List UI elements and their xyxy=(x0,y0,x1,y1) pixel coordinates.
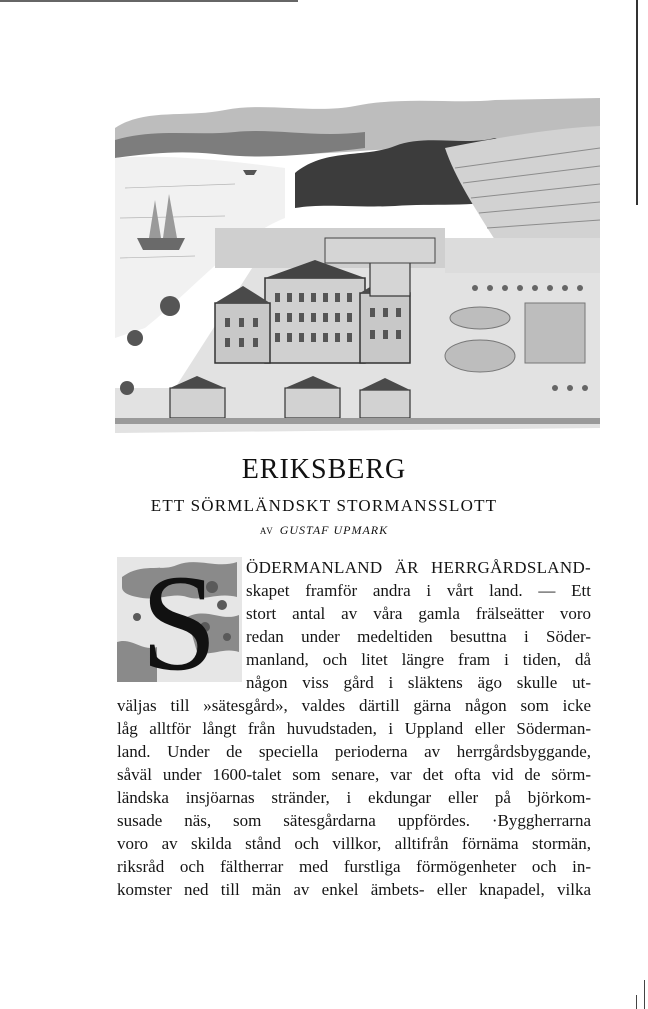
eriksberg-engraving xyxy=(115,88,600,433)
text-line: land. Under de speciella perioderna av herrgårdsbyggande, xyxy=(117,742,591,761)
article-subtitle: ETT SÖRMLÄNDSKT STORMANSSLOTT xyxy=(150,496,498,515)
byline-prefix: AV xyxy=(259,526,274,536)
top-rule xyxy=(0,0,298,2)
text-line: susade näs, som sätesgårdarna uppfördes. ·Byggherrarna xyxy=(117,811,591,830)
article-title: ERIKSBERG xyxy=(241,454,407,485)
text-line: ÖDERMANLAND ÄR HERRGÅRDSLAND- xyxy=(246,558,591,577)
text-line: riksråd och fältherrar med furstliga förmögenheter och in- xyxy=(117,857,591,876)
text-line: väljas till »sätesgård», valdes därtill gärna någon som icke xyxy=(117,696,591,715)
text-line: låg alltför långt från huvudstaden, i Uppland eller Söderman- xyxy=(117,719,591,738)
author-name: GUSTAF UPMARK xyxy=(279,523,389,537)
edge-mark xyxy=(636,995,637,1009)
byline xyxy=(0,523,648,538)
edge-mark xyxy=(644,980,645,1009)
text-line: komster ned till män av enkel ämbets- eller knapadel, vilka xyxy=(117,880,591,899)
text-line: voro av skilda stånd och villkor, alltifrån förnäma stormän, xyxy=(117,834,591,853)
text-line: skapet framför andra i vårt land. — Ett xyxy=(246,581,591,600)
text-line: stort antal av våra gamla frälseätter voro xyxy=(246,604,591,623)
text-line: ländska insjöarnas stränder, i ekdungar eller på björkom- xyxy=(117,788,591,807)
text-line: såväl under 1600-talet som senare, var det ofta vid de sörm- xyxy=(117,765,591,784)
drop-cap-letter: S xyxy=(140,557,218,682)
text-line: manland, och litet längre fram i tiden, då xyxy=(246,650,591,669)
page-edge-shadow xyxy=(636,0,638,205)
text-line: någon viss gård i släktens ägo skulle ut- xyxy=(246,673,591,692)
decorated-initial xyxy=(117,557,242,682)
text-line: redan under medeltiden besuttna i Söder- xyxy=(246,627,591,646)
